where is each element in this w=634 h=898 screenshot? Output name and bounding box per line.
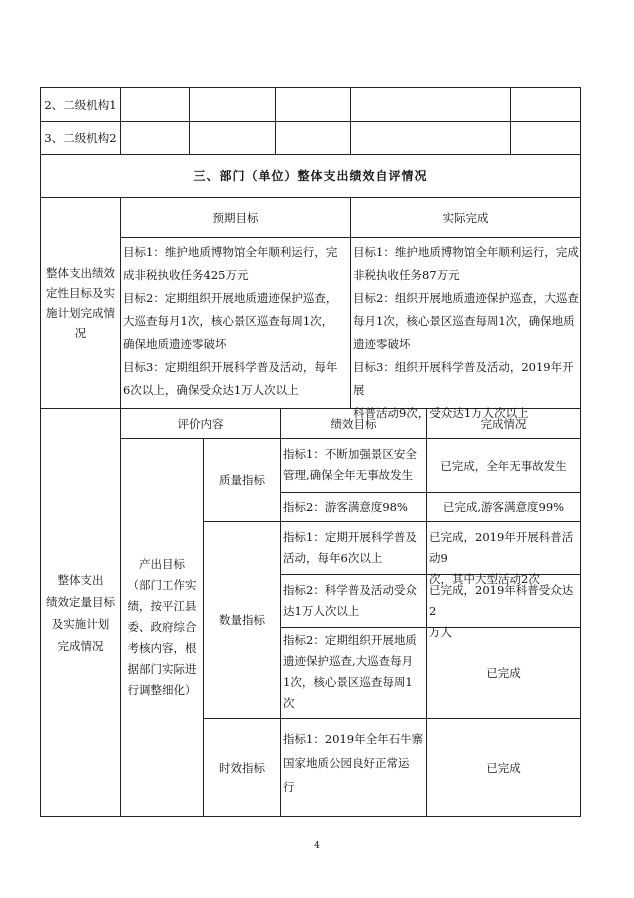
header-target: 绩效目标 — [330, 416, 377, 431]
header-content: 评价内容 — [177, 416, 224, 431]
qualitative-label: 整体支出绩效 定性目标及实 施计划完成情 况 — [46, 266, 115, 340]
page-number: 4 — [314, 841, 320, 851]
indicator-status: 已完成 — [486, 666, 521, 680]
indicator-status: 已完成，2019年科普受众达2 万人 — [429, 583, 574, 639]
expected-targets: 目标1：维护地质博物馆全年顺利运行，完 成非税执收任务425万元 目标2：定期组织开展地质遗迹保护巡查， 大巡查每月1次，核心景区巡查每周1次， 确保地质遗迹零破坏 目标3：定期组织开展科学普及活动，每年 6次以上，确保受众达1万人次以上 — [123, 245, 338, 397]
quantitative-label: 整体支出 绩效定量目标 及实施计划 完成情况 — [46, 572, 115, 653]
header-status: 完成情况 — [480, 416, 527, 431]
indicator-status: 已完成,游客满意度99% — [442, 500, 565, 514]
indicator-target: 指标2：科学普及活动受众 达1万人次以上 — [283, 583, 417, 618]
timeliness-indicator-label: 时效指标 — [219, 760, 265, 775]
row-label-2: 2、二级机构1 — [44, 97, 117, 112]
vline-top-2 — [189, 87, 190, 154]
row-label-3: 3、二级机构2 — [44, 131, 117, 145]
actual-header: 实际完成 — [442, 210, 489, 225]
indicator-status: 已完成 — [486, 760, 521, 775]
vline-top-1 — [120, 87, 121, 154]
indicator-status: 已完成，2019年开展科普活动9 次，其中大型活动2次 — [429, 530, 574, 586]
hline-2 — [40, 121, 581, 122]
quality-indicator-label: 质量指标 — [219, 473, 265, 487]
vline-top-3 — [275, 87, 276, 154]
section-title: 三、部门（单位）整体支出绩效自评情况 — [193, 169, 428, 183]
indicator-target: 指标2：定期组织开展地质 遗迹保护巡查,大巡查每月 1次，核心景区巡查每周1 次 — [283, 633, 417, 710]
actual-results: 目标1：维护地质博物馆全年顺利运行，完成 非税执收任务87万元 目标2：组织开展地质遗迹保护巡查，大巡查 每月1次，核心景区巡查每周1次，确保地质 遗迹零破坏 目标3：组织开展科学普及活动，2019年开展 科普活动9次，受众达1万人次以上 — [353, 245, 579, 420]
vline-top-5 — [510, 87, 511, 154]
indicator-target: 指标1：2019年全年石牛寨 国家地质公园良好正常运 行 — [283, 732, 424, 794]
hline-13 — [40, 816, 581, 817]
expected-header: 预期目标 — [212, 210, 259, 225]
indicator-target: 指标1：定期开展科学普及 活动，每年6次以上 — [283, 530, 417, 565]
indicator-status: 已完成，全年无事故发生 — [440, 458, 567, 473]
hline-1 — [40, 87, 581, 88]
quantity-indicator-label: 数量指标 — [219, 613, 265, 627]
indicator-target: 指标1：不断加强景区安全 管理,确保全年无事故发生 — [283, 447, 417, 482]
indicator-target: 指标2：游客满意度98% — [283, 500, 408, 514]
output-target-label: 产出目标 （部门工作实 绩，按平江县 委、政府综合 考核内容，根 据部门实际进 行调整细化） — [127, 557, 197, 697]
vline-top-4 — [350, 87, 351, 154]
